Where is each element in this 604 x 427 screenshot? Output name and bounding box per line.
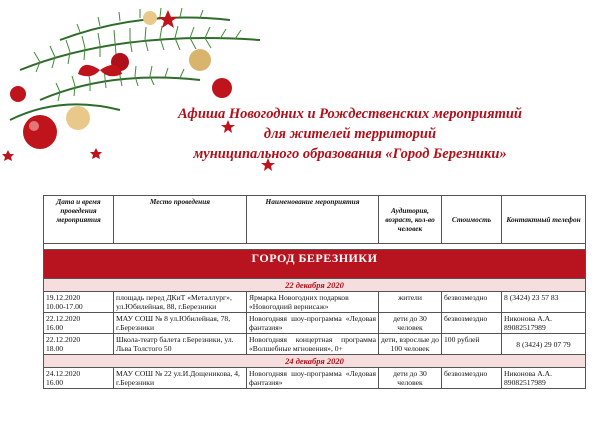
table-row <box>44 292 586 313</box>
cell-datetime: 22.12.2020 16.00 <box>44 313 114 334</box>
column-header-datetime: Дата и время проведения мероприятия <box>44 196 114 244</box>
cell-event-name: Ярмарка Новогодних подарков «Новогодний вернисаж» <box>247 292 379 313</box>
table-header-row <box>44 196 586 244</box>
cell-contact: 8 (3424) 23 57 83 <box>502 292 586 313</box>
cell-audience: дети до 30 человек <box>379 368 442 389</box>
cell-audience: дети, взрослые до 100 человек <box>379 334 442 355</box>
cell-contact: 8 (3424) 29 07 79 <box>502 334 586 355</box>
events-table <box>43 195 586 389</box>
city-heading-row <box>44 250 586 279</box>
cell-place: Школа-театр балета г.Березники, ул. Льва Толстого 50 <box>114 334 247 355</box>
cell-cost: безвозмездно <box>442 292 502 313</box>
gold-ornament-ball <box>189 49 211 71</box>
cell-cost: 100 рублей <box>442 334 502 355</box>
cell-cost: безвозмездно <box>442 313 502 334</box>
column-header-place: Место проведения <box>114 196 247 244</box>
cell-audience: жители <box>379 292 442 313</box>
date-section-row <box>44 279 586 292</box>
cell-datetime: 22.12.2020 18.00 <box>44 334 114 355</box>
gold-ornament-ball <box>143 11 157 25</box>
column-header-event-name: Наименование мероприятия <box>247 196 379 244</box>
cell-datetime: 24.12.2020 16.00 <box>44 368 114 389</box>
cell-place: МАУ СОШ № 22 ул.И.Дощеникова, 4, г.Березники <box>114 368 247 389</box>
poster-title-line-1: Афиша Новогодних и Рождественских мероприятий <box>177 106 522 122</box>
table-row <box>44 334 586 355</box>
column-header-cost: Стоимость <box>442 196 502 244</box>
date-section-row <box>44 355 586 368</box>
city-heading: ГОРОД БЕРЕЗНИКИ <box>44 250 586 279</box>
cell-contact: Никонова А.А. 89082517989 <box>502 368 586 389</box>
gold-ornament-ball <box>66 106 90 130</box>
red-bow <box>78 65 122 76</box>
date-section-heading: 24 декабря 2020 <box>44 355 586 368</box>
cell-event-name: Новогодняя концертная программа «Волшебные мгновения», 0+ <box>247 334 379 355</box>
christmas-decoration-image <box>0 0 604 200</box>
cell-datetime: 19.12.2020 10.00-17.00 <box>44 292 114 313</box>
cell-contact: Никонова А.А. 89082517989 <box>502 313 586 334</box>
red-ornament-ball <box>10 86 26 102</box>
cell-event-name: Новогодняя шоу-программа «Ледовая фантазия» <box>247 313 379 334</box>
table-row <box>44 368 586 389</box>
table-row <box>44 313 586 334</box>
cell-cost: безвозмездно <box>442 368 502 389</box>
red-ornament-ball <box>212 78 232 98</box>
date-section-heading: 22 декабря 2020 <box>44 279 586 292</box>
poster-title-line-2: для жителей территорий <box>263 126 437 142</box>
red-ornament-ball <box>23 115 57 149</box>
cell-event-name: Новогодняя шоу-программа «Ледовая фантазия» <box>247 368 379 389</box>
column-header-contact: Контактный телефон <box>502 196 586 244</box>
cell-place: площадь перед ДКиТ «Металлург», ул.Юбилейная, 88, г.Березники <box>114 292 247 313</box>
cell-place: МАУ СОШ № 8 ул.Юбилейная, 78, г.Березники <box>114 313 247 334</box>
cell-audience: дети до 30 человек <box>379 313 442 334</box>
poster-title-line-3: муниципального образования «Город Березники» <box>193 146 507 162</box>
column-header-audience: Аудитория, возраст, кол-во человек <box>379 196 442 244</box>
